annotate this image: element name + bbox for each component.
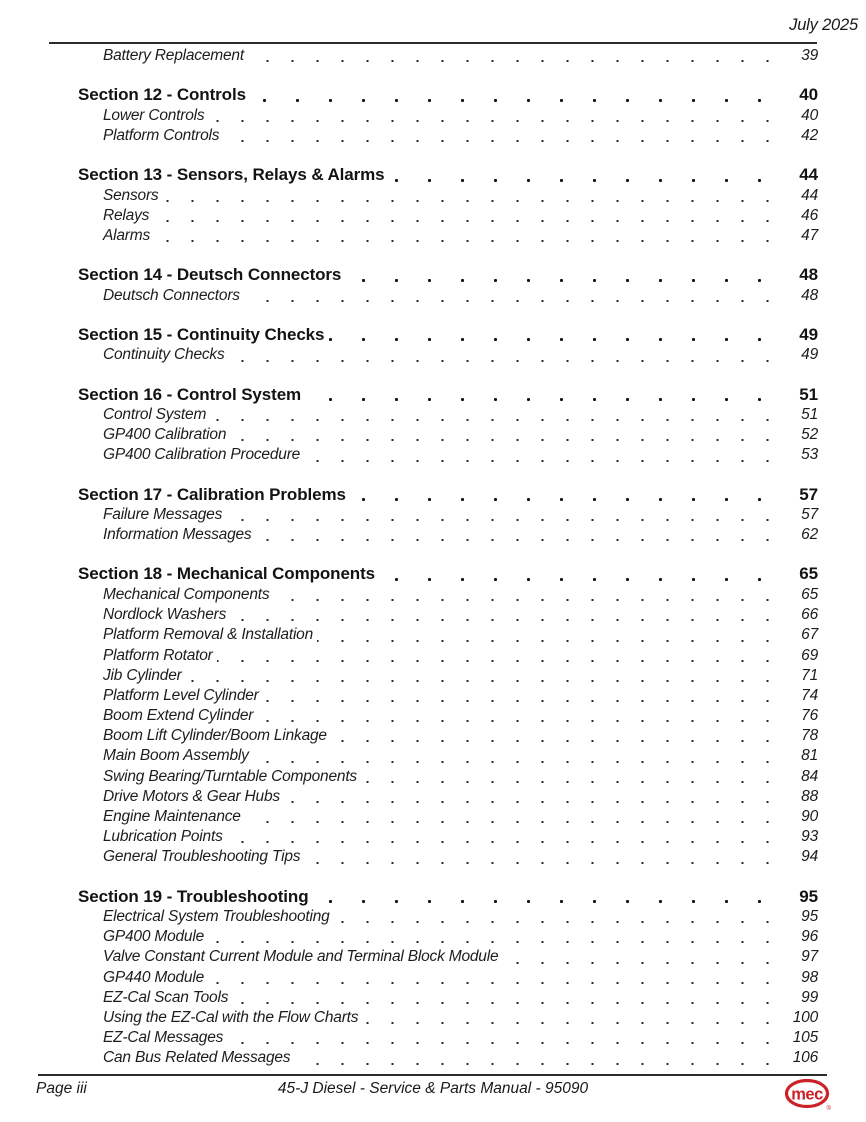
dot-leader [208, 106, 784, 126]
toc-entry-label: Using the EZ-Cal with the Flow Charts [78, 1008, 362, 1028]
toc-section-heading-row [78, 384, 818, 406]
toc-entry-label: Engine Maintenance [78, 807, 245, 827]
toc-entry-row [78, 186, 818, 206]
toc-entry-label: GP400 Module [78, 927, 208, 947]
toc-entry-row [78, 1048, 818, 1068]
toc-entry-label: Platform Level Cylinder [78, 686, 263, 706]
toc-section-title: Section 13 - Sensors, Relays & Alarms [78, 164, 389, 186]
toc-section-heading-row [78, 164, 818, 186]
toc-entry-label: Electrical System Troubleshooting [78, 907, 334, 927]
toc-entry-row [78, 847, 818, 867]
toc-entry-label: Can Bus Related Messages [78, 1048, 294, 1068]
toc-section-title: Section 12 - Controls [78, 84, 250, 106]
toc-entry-label: Boom Lift Cylinder/Boom Linkage [78, 726, 331, 746]
dot-leader [304, 847, 784, 867]
toc-page-number: 39 [784, 46, 818, 66]
toc-page-number: 69 [784, 646, 818, 666]
toc-page-number: 95 [784, 886, 818, 908]
toc-entry-label: Control System [78, 405, 210, 425]
toc-page-number: 42 [784, 126, 818, 146]
dot-leader [226, 505, 784, 525]
mec-logo-text: mec [791, 1085, 823, 1104]
toc-page-number: 65 [784, 585, 818, 605]
toc-entry-label: Platform Rotator [78, 646, 217, 666]
toc-entry-label: EZ-Cal Scan Tools [78, 988, 232, 1008]
toc-page-number: 53 [784, 445, 818, 465]
toc-section-title: Section 17 - Calibration Problems [78, 484, 350, 506]
dot-leader [230, 425, 784, 445]
toc-entry-row [78, 605, 818, 625]
footer-doc-title: 45-J Diesel - Service & Parts Manual - 95090 [277, 1080, 589, 1097]
dot-leader [345, 264, 784, 286]
toc-entry-row [78, 106, 818, 126]
toc-entry-row [78, 907, 818, 927]
dot-leader [245, 807, 784, 827]
toc-entry-row [78, 1028, 818, 1048]
toc-page-number: 95 [784, 907, 818, 927]
footer-rule [38, 1074, 827, 1076]
toc-entry-label: Jib Cylinder [78, 666, 186, 686]
toc-page-number: 99 [784, 988, 818, 1008]
toc-page-number: 65 [784, 563, 818, 585]
mec-logo-graphic [785, 1079, 831, 1111]
toc-entry-row [78, 525, 818, 545]
dot-leader [284, 787, 784, 807]
dot-leader [317, 625, 784, 645]
toc-page-number: 46 [784, 206, 818, 226]
toc-page-number: 84 [784, 767, 818, 787]
toc-entry-row [78, 625, 818, 645]
dot-leader [208, 927, 784, 947]
toc-page-number: 93 [784, 827, 818, 847]
toc-page-number: 105 [784, 1028, 818, 1048]
toc-entry-row [78, 686, 818, 706]
toc-entry-label: Main Boom Assembly [78, 746, 253, 766]
toc-entry-row [78, 927, 818, 947]
dot-leader [334, 907, 784, 927]
toc-section-heading-row [78, 563, 818, 585]
dot-leader [305, 384, 784, 406]
dot-leader [153, 206, 784, 226]
toc-entry-row [78, 445, 818, 465]
toc-entry-label: Lower Controls [78, 106, 208, 126]
toc-entry-label: Continuity Checks [78, 345, 229, 365]
dot-leader [230, 605, 784, 625]
toc-entry-row [78, 206, 818, 226]
dot-leader [217, 646, 784, 666]
toc-page-number: 78 [784, 726, 818, 746]
dot-leader [208, 968, 784, 988]
dot-leader [257, 706, 784, 726]
toc-entry-label: Relays [78, 206, 153, 226]
toc-section-heading-row [78, 886, 818, 908]
toc-entry-row [78, 807, 818, 827]
toc-entry-label: Sensors [78, 186, 162, 206]
toc-section-heading-row [78, 264, 818, 286]
toc-page-number: 98 [784, 968, 818, 988]
toc-entry-label: Drive Motors & Gear Hubs [78, 787, 284, 807]
dot-leader [244, 286, 784, 306]
toc-entry-label: GP400 Calibration Procedure [78, 445, 304, 465]
dot-leader [379, 563, 784, 585]
toc-page-number: 74 [784, 686, 818, 706]
toc-page-number: 44 [784, 186, 818, 206]
toc-section-title: Section 14 - Deutsch Connectors [78, 264, 345, 286]
dot-leader [294, 1048, 784, 1068]
toc-page-number: 81 [784, 746, 818, 766]
toc-entry-row [78, 646, 818, 666]
dot-leader [328, 324, 784, 346]
toc-page-number: 94 [784, 847, 818, 867]
toc-entry-row [78, 827, 818, 847]
dot-leader [256, 525, 785, 545]
toc-entry-label: GP440 Module [78, 968, 208, 988]
toc-entry-row [78, 505, 818, 525]
toc-section-title: Section 15 - Continuity Checks [78, 324, 328, 346]
toc-entry-label: Platform Controls [78, 126, 223, 146]
dot-leader [273, 585, 784, 605]
dot-leader [227, 827, 784, 847]
toc-entry-row [78, 345, 818, 365]
dot-leader [362, 1008, 784, 1028]
toc-entry-row [78, 787, 818, 807]
toc-entry-label: Deutsch Connectors [78, 286, 244, 306]
dot-leader [223, 126, 784, 146]
toc-section-heading-row [78, 324, 818, 346]
toc-page-number: 49 [784, 324, 818, 346]
toc-page-number: 48 [784, 286, 818, 306]
toc-entry-row [78, 405, 818, 425]
dot-leader [154, 226, 784, 246]
toc-page-number: 47 [784, 226, 818, 246]
toc-entry-label: GP400 Calibration [78, 425, 230, 445]
toc-entry-label: Lubrication Points [78, 827, 227, 847]
toc-entry-label: EZ-Cal Messages [78, 1028, 227, 1048]
toc-entry-label: Alarms [78, 226, 154, 246]
toc-section-heading-row [78, 484, 818, 506]
toc-entry-label: Valve Constant Current Module and Terminal Block Module [78, 947, 502, 967]
dot-leader [253, 746, 784, 766]
toc-page-number: 67 [784, 625, 818, 645]
toc-page-number: 49 [784, 345, 818, 365]
toc-section-heading-row [78, 84, 818, 106]
toc-entry-row [78, 1008, 818, 1028]
toc-entry-row [78, 746, 818, 766]
toc-page-number: 52 [784, 425, 818, 445]
toc-page-number: 51 [784, 405, 818, 425]
dot-leader [313, 886, 785, 908]
dot-leader [389, 164, 784, 186]
toc-section-title: Section 19 - Troubleshooting [78, 886, 313, 908]
toc-page-number: 40 [784, 106, 818, 126]
dot-leader [263, 686, 784, 706]
dot-leader [210, 405, 784, 425]
toc-entry-row [78, 988, 818, 1008]
registered-trademark-symbol: ® [826, 1106, 831, 1111]
toc-entry-row [78, 425, 818, 445]
mec-logo [785, 1079, 831, 1111]
toc-section-title: Section 18 - Mechanical Components [78, 563, 379, 585]
toc-entry-row [78, 947, 818, 967]
toc-entry-row [78, 585, 818, 605]
toc-page-number: 57 [784, 484, 818, 506]
toc-entry-label: Battery Replacement [78, 46, 248, 66]
toc-page-number: 57 [784, 505, 818, 525]
toc-entry-label: General Troubleshooting Tips [78, 847, 304, 867]
toc-page-number: 40 [784, 84, 818, 106]
header-rule [49, 42, 817, 44]
dot-leader [350, 484, 784, 506]
toc-page-number: 51 [784, 384, 818, 406]
toc-entry-row [78, 286, 818, 306]
toc-entry-row [78, 46, 818, 66]
toc-page-number: 48 [784, 264, 818, 286]
dot-leader [232, 988, 784, 1008]
dot-leader [186, 666, 784, 686]
toc-entry-label: Failure Messages [78, 505, 226, 525]
dot-leader [304, 445, 784, 465]
dot-leader [331, 726, 784, 746]
toc-entry-label: Nordlock Washers [78, 605, 230, 625]
toc-entry-label: Mechanical Components [78, 585, 273, 605]
toc-entry-row [78, 726, 818, 746]
toc-entry-row [78, 666, 818, 686]
toc-section-title: Section 16 - Control System [78, 384, 305, 406]
dot-leader [502, 947, 784, 967]
toc-entry-label: Platform Removal & Installation [78, 625, 317, 645]
dot-leader [229, 345, 784, 365]
toc-page-number: 62 [784, 525, 818, 545]
header-date: July 2025 [789, 16, 858, 34]
dot-leader [227, 1028, 784, 1048]
toc-page-number: 96 [784, 927, 818, 947]
table-of-contents [78, 46, 818, 1069]
toc-page-number: 100 [784, 1008, 818, 1028]
toc-page-number: 71 [784, 666, 818, 686]
toc-page-number: 76 [784, 706, 818, 726]
toc-entry-label: Information Messages [78, 525, 256, 545]
toc-entry-row [78, 226, 818, 246]
dot-leader [361, 767, 784, 787]
toc-entry-row [78, 968, 818, 988]
toc-entry-row [78, 126, 818, 146]
toc-page-number: 44 [784, 164, 818, 186]
toc-entry-row [78, 706, 818, 726]
toc-page-number: 97 [784, 947, 818, 967]
toc-page-number: 90 [784, 807, 818, 827]
footer-page-label: Page iii [36, 1080, 87, 1097]
toc-page-number: 88 [784, 787, 818, 807]
toc-page-number: 106 [784, 1048, 818, 1068]
toc-page-number: 66 [784, 605, 818, 625]
dot-leader [162, 186, 784, 206]
dot-leader [248, 46, 784, 66]
dot-leader [250, 84, 784, 106]
toc-entry-label: Swing Bearing/Turntable Components [78, 767, 361, 787]
toc-entry-label: Boom Extend Cylinder [78, 706, 257, 726]
toc-entry-row [78, 767, 818, 787]
